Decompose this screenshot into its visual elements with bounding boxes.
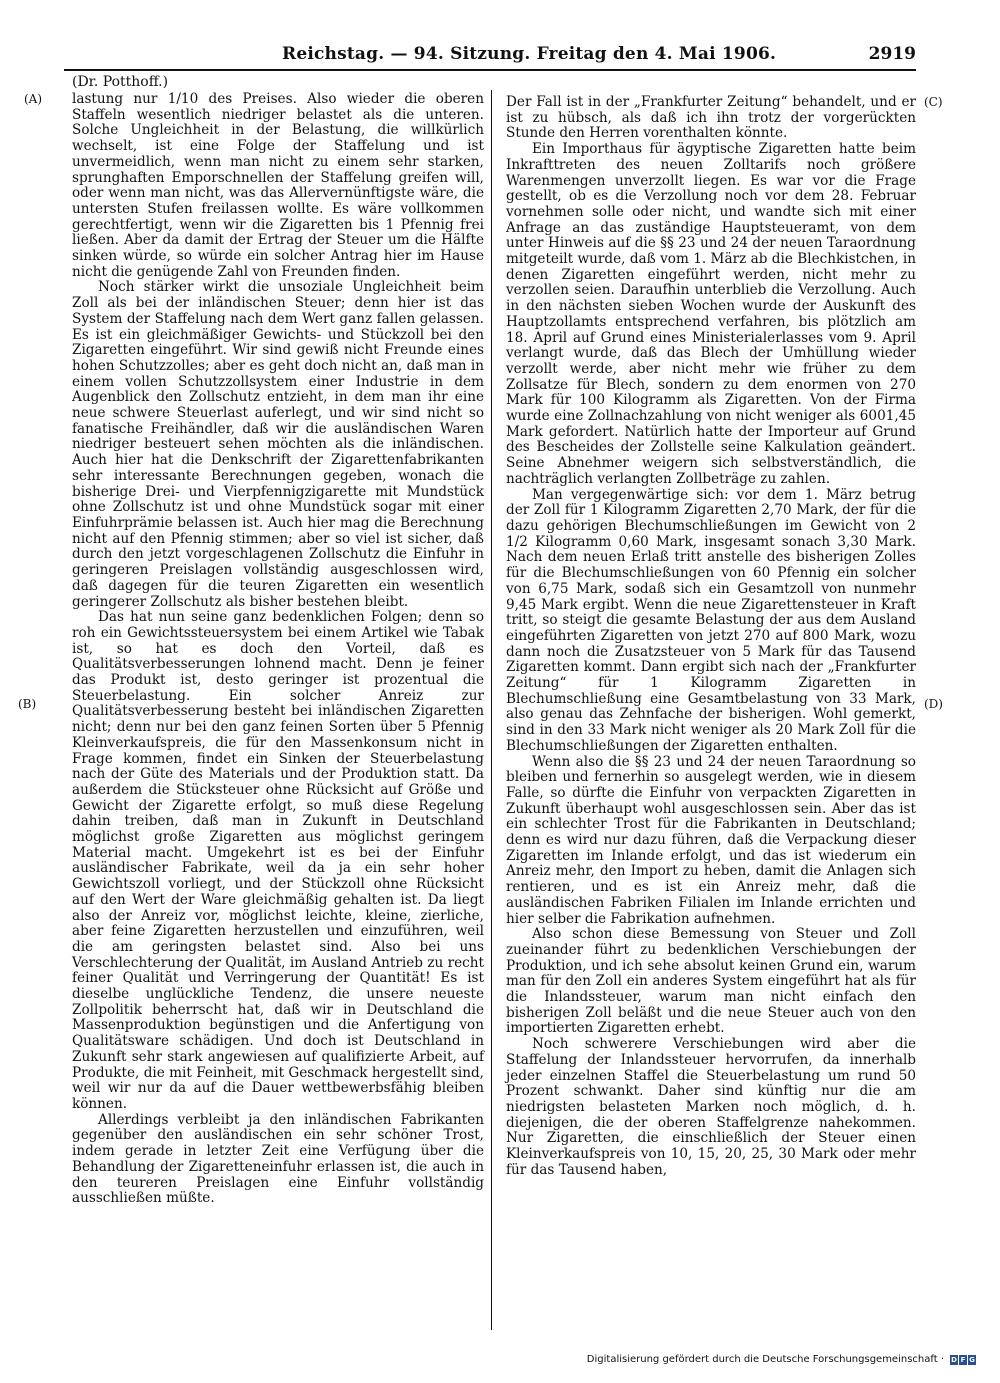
running-title: Reichstag. — 94. Sitzung. Freitag den 4. Mai 1906. — [282, 44, 777, 64]
speaker-name: (Dr. Potthoff.) — [72, 74, 169, 90]
margin-mark-b: (B) — [18, 697, 37, 711]
header-rule — [64, 69, 916, 71]
paragraph: Noch schwerere Verschiebungen wird aber die Staffelung der Inlandssteuer hervorrufen, da innerhalb jeder einzelnen Staffel die Steuerbelastung um rund 50 Prozent schwankt. Daher sind künftig nur die am niedrigsten belasteten Marken noch möglich, d. h. diejenigen, die der oberen Staffelgrenze nahekommen. Nur Zigaretten, die einschließlich der Steuer einen Kleinverkaufspreis von 10, 15, 20, 25, 30 Mark oder mehr für das Tausend haben, — [506, 1036, 916, 1178]
margin-mark-d: (D) — [924, 697, 943, 711]
column-divider — [491, 90, 492, 1330]
left-column — [72, 92, 484, 1207]
page-number: 2919 — [868, 44, 916, 64]
page-header — [70, 44, 916, 70]
paragraph: Noch stärker wirkt die unsoziale Ungleichheit beim Zoll als bei der inländischen Steuer; denn hier ist das System der Staffelung nach dem Wert ganz fallen gelassen. Es ist ein gleichmäßiger Gewichts- und Stückzoll bei den Zigaretten eingeführt. Wir sind gewiß nicht Freunde eines hohen Schutzzolles; aber es geht doch nicht an, daß man in einem vollen Schutzzollsystem einer Industrie in dem Augenblick den Zollschutz entzieht, in dem man ihr eine neue schwere Steuerlast auferlegt, und wir sind nicht so fanatische Freihändler, daß wir die ausländischen Waren niedriger besteuert sehen möchten als die inländischen. Auch hier hat die Denkschrift der Zigarettenfabrikanten sehr interessante Berechnungen gegeben, wonach die bisherige Drei- und Vierpfennigzigarette mit Mundstück ohne Zollschutz ist und ohne Mundstück sogar mit einer Einfuhrprämie belassen ist. Auch hier mag die Berechnung nicht auf den Pfennig stimmen; aber so viel ist sicher, daß durch den jetzt vorgeschlagenen Zollschutz die Einfuhr in geringeren Preislagen vollständig ausgeschlossen wird, daß dagegen für die teuren Zigaretten ein wesentlich geringerer Zollschutz als bisher bestehen bleibt. — [72, 279, 484, 610]
paragraph: lastung nur 1/10 des Preises. Also wieder die oberen Staffeln wesentlich niedriger belastet als die unteren. Solche Ungleichheit in der Belastung, die willkürlich wechselt, ist eine Folge der Staffelung und ist unvermeidlich, wenn man nicht zu einem sehr starken, sprunghaften Emporschnellen der Staffelung greifen will, oder wenn man nicht, was das Allervernünftigste wäre, die untersten Stufen freilassen wollte. Es wäre vollkommen gerechtfertigt, wenn wir die Zigaretten bis 1 Pfennig frei ließen. Aber da damit der Ertrag der Steuer um die Hälfte sinken würde, so würde ein solcher Antrag hier im Hause nicht die genügende Zahl von Freunden finden. — [72, 91, 484, 280]
paragraph: Man vergegenwärtige sich: vor dem 1. März betrug der Zoll für 1 Kilogramm Zigaretten 2,70 Mark, der für die dazu gehörigen Blechumschließungen im Gewicht von 2 1/2 Kilogramm 0,60 Mark, insgesamt sonach 3,30 Mark. Nach dem neuen Erlaß tritt anstelle des bisherigen Zolles für die Blechumschließungen von 60 Pfennig ein solcher von 6,75 Mark, sodaß sich ein Gesamtzoll von nunmehr 9,45 Mark ergibt. Wenn die neue Zigarettensteuer in Kraft tritt, so steigt die gesamte Belastung der aus dem Ausland eingeführten Zigaretten von jetzt 270 auf 800 Mark, wozu dann noch die Zusatzsteuer von 5 Mark für das Tausend Zigaretten kommt. Dann ergibt sich nach der „Frankfurter Zeitung“ für 1 Kilogramm Zigaretten in Blechumschließung eine Gesamtbelastung von 33 Mark, also genau das Zehnfache der bisherigen. Wohl gemerkt, sind in den 33 Mark nicht weniger als 20 Mark Zoll für die Blechumschließungen der Zigaretten enthalten. — [506, 486, 916, 754]
credit-text: Digitalisierung gefördert durch die Deutsche Forschungsgemeinschaft · — [586, 1354, 944, 1365]
paragraph: Ein Importhaus für ägyptische Zigaretten hatte beim Inkrafttreten des neuen Zolltarifs noch größere Warenmengen unverzollt liegen. Es war vor die Frage gestellt, ob es die Verzollung noch vor dem 28. Februar vornehmen solle oder nicht, und wandte sich mit einer Anfrage an das zuständige Hauptsteueramt, von dem unter Hinweis auf die §§ 23 und 24 der neuen Taraordnung mitgeteilt wurde, daß vom 1. März ab die Blechkistchen, in denen Zigaretten eingeführt werden, nicht mehr zu verzollen seien. Daraufhin unterblieb die Verzollung. Auch in den nächsten sieben Wochen wurde der Auskunft des Hauptzollamts entsprechend verfahren, bis plötzlich am 18. April auf Grund eines Ministerialerlasses vom 9. April verlangt wurde, daß das Blech der Umhüllung wieder verzollt werde, aber nicht mehr wie früher zu dem Zollsatze für Blech, sondern zu dem enormen von 270 Mark für 100 Kilogramm als Zigaretten. Von der Firma wurde eine Zollnachzahlung von nicht weniger als 6001,45 Mark gefordert. Natürlich hatte der Importeur auf Grund des Bescheides der Zollstelle seine Kalkulation geändert. Seine Abnehmer weigern sich selbstverständlich, die nachträglich verlangten Zollbeträge zu zahlen. — [506, 141, 916, 487]
paragraph: Allerdings verbleibt ja den inländischen Fabrikanten gegenüber den ausländischen ein sehr schöner Trost, indem gerade in letzter Zeit eine Verfügung über die Behandlung der Zigaretteneinfuhr erlassen ist, die auch in den teureren Preislagen eine Einfuhr vollständig ausschließen müßte. — [72, 1111, 484, 1207]
right-column — [506, 95, 916, 1179]
paragraph: Der Fall ist in der „Frankfurter Zeitung“ behandelt, und er ist zu hübsch, als daß ich ihn trotz der vorgerückten Stunde den Herren vorenthalten könnte. — [506, 94, 916, 142]
margin-mark-a: (A) — [24, 92, 43, 106]
dfg-logo-icon: D F G — [951, 1355, 975, 1364]
paragraph: Das hat nun seine ganz bedenklichen Folgen; denn so roh ein Gewichtssteuersystem bei einem Artikel wie Tabak ist, so hat es doch den Vorteil, daß es Qualitätsverbesserungen lohnend macht. Denn je feiner das Produkt ist, desto geringer ist prozentual die Steuerbelastung. Ein solcher Anreiz zur Qualitätsverbesserung besteht bei inländischen Zigaretten nicht; denn nur bei den ganz feinen Sorten über 5 Pfennig Kleinverkaufspreis, die für den Massenkonsum nicht in Frage kommen, findet ein Sinken der Steuerbelastung nach der Güte des Materials und der Produktion statt. Da außerdem die Stücksteuer ohne Rücksicht auf Größe und Gewicht der Zigarette erfolgt, so muß diese Regelung dahin treiben, daß man in Zukunft in Deutschland möglichst große Zigaretten aus möglichst geringem Material macht. Umgekehrt ist es bei der Einfuhr ausländischer Fabrikate, weil da ja ein sehr hoher Gewichtszoll vorliegt, und der Stückzoll ohne Rücksicht auf den Wert der Ware gleichmäßig gehalten ist. Da liegt also der Anreiz vor, möglichst leichte, kleine, zierliche, aber feine Zigaretten herzustellen und einzuführen, weil die am geringsten belastet sind. Also bei uns Verschlechterung der Qualität, im Ausland Antrieb zu recht feiner Qualität und Verringerung der Quantität! Es ist dieselbe unglückliche Tendenz, die unsere neueste Zollpolitik beherrscht hat, daß wir in Deutschland die Massenproduktion begünstigen und die Anfertigung von Qualitätsware schädigen. Und doch ist Deutschland in Zukunft sehr stark angewiesen auf qualifizierte Arbeit, auf Produkte, die mit Feinheit, mit Geschmack hergestellt sind, weil wir nur da auf die Dauer wettbewerbsfähig bleiben können. — [72, 609, 484, 1112]
paragraph: Also schon diese Bemessung von Steuer und Zoll zueinander führt zu bedenklichen Verschiebungen der Produktion, und ich sehe absolut keinen Grund ein, warum man für den Zoll ein anderes System eingeführt hat als für die Inlandssteuer, warum man nicht einfach den bisherigen Zoll beläßt und die neue Steuer auch von den importierten Zigaretten erhebt. — [506, 926, 916, 1037]
paragraph: Wenn also die §§ 23 und 24 der neuen Taraordnung so bleiben und fernerhin so ausgelegt werden, wie in diesem Falle, so dürfte die Einfuhr von verpackten Zigaretten in Zukunft überhaupt wohl ausgeschlossen sein. Aber das ist ein schlechter Trost für die Fabrikanten in Deutschland; denn es wird nur dazu führen, daß die Verpackung dieser Zigaretten im Inlande erfolgt, und das ist wiederum ein Anreiz mehr, den Import zu heben, damit die Anlagen sich rentieren, und es ist ein Anreiz mehr, daß die ausländischen Fabriken Filialen im Inlande errichten und hier selber die Fabrikation aufnehmen. — [506, 753, 916, 927]
digitization-credit — [587, 1354, 976, 1365]
margin-mark-c: (C) — [924, 95, 943, 109]
